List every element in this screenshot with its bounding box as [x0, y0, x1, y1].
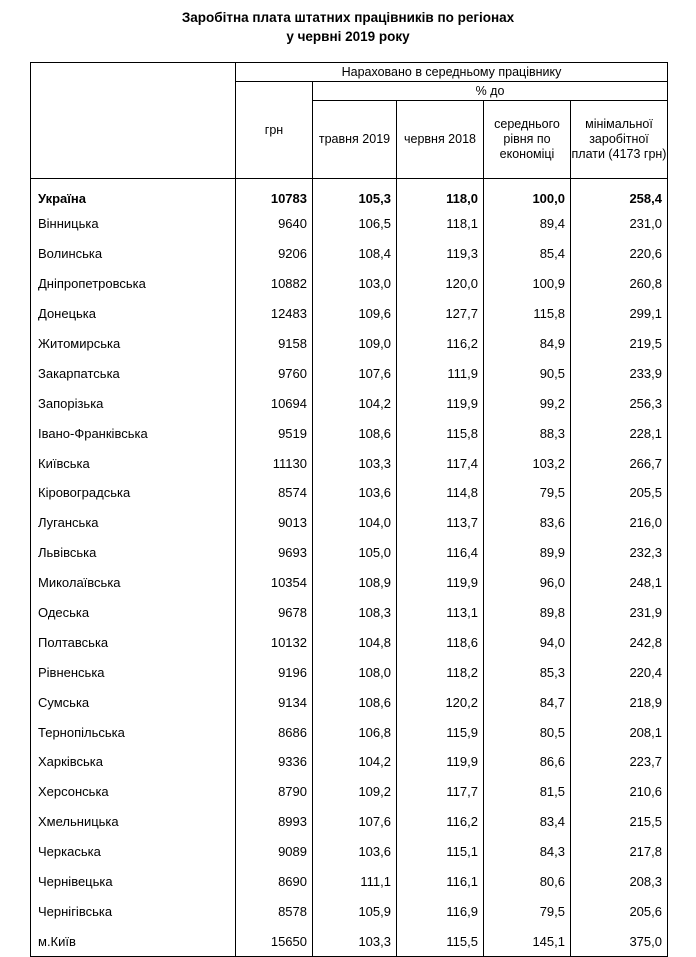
min-wage-value: 208,1: [571, 717, 668, 747]
june-2018-value: 113,7: [397, 508, 484, 538]
table-row: [31, 717, 668, 747]
may-2019-header: травня 2019: [313, 101, 397, 179]
region-name: Херсонська: [31, 777, 236, 807]
june-2018-value: 120,2: [397, 687, 484, 717]
avg-economy-value: 115,8: [484, 299, 571, 329]
avg-economy-value: 88,3: [484, 418, 571, 448]
table-body: [31, 179, 668, 957]
uah-value: 9678: [236, 598, 313, 628]
avg-economy-value: 99,2: [484, 388, 571, 418]
uah-value: 11130: [236, 448, 313, 478]
region-name: Чернівецька: [31, 867, 236, 897]
avg-economy-value: 84,7: [484, 687, 571, 717]
region-name: Кіровоградська: [31, 478, 236, 508]
uah-value: 8686: [236, 717, 313, 747]
uah-value: 15650: [236, 926, 313, 956]
uah-value: 9134: [236, 687, 313, 717]
table-row: [31, 926, 668, 956]
june-2018-value: 118,1: [397, 209, 484, 239]
region-name: Закарпатська: [31, 358, 236, 388]
avg-economy-value: 84,3: [484, 837, 571, 867]
may-2019-value: 108,3: [313, 598, 397, 628]
region-name: Донецька: [31, 299, 236, 329]
avg-economy-value: 86,6: [484, 747, 571, 777]
june-2018-value: 116,1: [397, 867, 484, 897]
uah-value: 8574: [236, 478, 313, 508]
may-2019-value: 105,3: [313, 187, 397, 209]
region-name: Вінницька: [31, 209, 236, 239]
avg-economy-value: 94,0: [484, 627, 571, 657]
june-2018-value: 116,4: [397, 538, 484, 568]
june-2018-value: 119,3: [397, 239, 484, 269]
min-wage-value: 231,0: [571, 209, 668, 239]
uah-value: 10132: [236, 627, 313, 657]
region-name: Полтавська: [31, 627, 236, 657]
may-2019-value: 103,6: [313, 837, 397, 867]
uah-value: 9089: [236, 837, 313, 867]
june-2018-header: червня 2018: [397, 101, 484, 179]
avg-economy-value: 80,5: [484, 717, 571, 747]
june-2018-value: 115,8: [397, 418, 484, 448]
min-wage-value: 232,3: [571, 538, 668, 568]
min-wage-value: 256,3: [571, 388, 668, 418]
may-2019-value: 103,3: [313, 926, 397, 956]
may-2019-value: 108,9: [313, 568, 397, 598]
uah-value: 9196: [236, 657, 313, 687]
region-name: Волинська: [31, 239, 236, 269]
min-wage-value: 231,9: [571, 598, 668, 628]
may-2019-value: 103,3: [313, 448, 397, 478]
table-row: [31, 598, 668, 628]
table-row: [31, 418, 668, 448]
spacer-cell: [236, 179, 313, 188]
region-name: Луганська: [31, 508, 236, 538]
uah-value: 8993: [236, 807, 313, 837]
table-row: [31, 448, 668, 478]
uah-value: 9336: [236, 747, 313, 777]
region-name: Харківська: [31, 747, 236, 777]
may-2019-value: 109,0: [313, 329, 397, 359]
june-2018-value: 117,7: [397, 777, 484, 807]
region-name: Львівська: [31, 538, 236, 568]
table-row: [31, 538, 668, 568]
avg-economy-value: 90,5: [484, 358, 571, 388]
may-2019-value: 106,5: [313, 209, 397, 239]
may-2019-value: 106,8: [313, 717, 397, 747]
min-wage-value: 205,5: [571, 478, 668, 508]
avg-economy-value: 83,4: [484, 807, 571, 837]
min-wage-value: 375,0: [571, 926, 668, 956]
min-wage-value: 217,8: [571, 837, 668, 867]
table-row: [31, 209, 668, 239]
june-2018-value: 119,9: [397, 388, 484, 418]
may-2019-value: 104,2: [313, 747, 397, 777]
min-wage-value: 248,1: [571, 568, 668, 598]
table-row: [31, 508, 668, 538]
min-wage-value: 266,7: [571, 448, 668, 478]
may-2019-value: 111,1: [313, 867, 397, 897]
june-2018-value: 116,2: [397, 329, 484, 359]
june-2018-value: 114,8: [397, 478, 484, 508]
june-2018-value: 113,1: [397, 598, 484, 628]
avg-economy-value: 79,5: [484, 478, 571, 508]
june-2018-value: 116,9: [397, 896, 484, 926]
region-name: Одеська: [31, 598, 236, 628]
region-name: Тернопільська: [31, 717, 236, 747]
min-wage-value: 258,4: [571, 187, 668, 209]
min-wage-value: 210,6: [571, 777, 668, 807]
percent-header: % до: [313, 82, 668, 101]
accrued-header: Нараховано в середньому працівнику: [236, 63, 668, 82]
may-2019-value: 104,2: [313, 388, 397, 418]
min-wage-value: 219,5: [571, 329, 668, 359]
uah-value: 10783: [236, 187, 313, 209]
table-row: [31, 568, 668, 598]
region-name: Миколаївська: [31, 568, 236, 598]
region-name: Чернігівська: [31, 896, 236, 926]
may-2019-value: 108,4: [313, 239, 397, 269]
table-row: [31, 837, 668, 867]
min-wage-value: 260,8: [571, 269, 668, 299]
june-2018-value: 127,7: [397, 299, 484, 329]
uah-value: 10882: [236, 269, 313, 299]
page-title: [0, 8, 696, 46]
region-header-cell: [31, 63, 236, 179]
may-2019-value: 107,6: [313, 807, 397, 837]
uah-value: 8790: [236, 777, 313, 807]
region-name: Україна: [31, 187, 236, 209]
may-2019-value: 107,6: [313, 358, 397, 388]
june-2018-value: 119,9: [397, 568, 484, 598]
uah-value: 10354: [236, 568, 313, 598]
table-row: [31, 299, 668, 329]
june-2018-value: 115,9: [397, 717, 484, 747]
may-2019-value: 103,6: [313, 478, 397, 508]
uah-value: 9640: [236, 209, 313, 239]
table-row: [31, 687, 668, 717]
min-wage-value: 208,3: [571, 867, 668, 897]
uah-value: 12483: [236, 299, 313, 329]
may-2019-value: 105,0: [313, 538, 397, 568]
avg-economy-value: 81,5: [484, 777, 571, 807]
uah-value: 9158: [236, 329, 313, 359]
table-row: [31, 388, 668, 418]
table-row: [31, 239, 668, 269]
region-name: Київська: [31, 448, 236, 478]
may-2019-value: 103,0: [313, 269, 397, 299]
region-name: Сумська: [31, 687, 236, 717]
avg-economy-value: 85,3: [484, 657, 571, 687]
min-wage-value: 223,7: [571, 747, 668, 777]
may-2019-value: 104,8: [313, 627, 397, 657]
avg-economy-value: 89,9: [484, 538, 571, 568]
min-wage-value: 218,9: [571, 687, 668, 717]
table-row: [31, 358, 668, 388]
region-name: Черкаська: [31, 837, 236, 867]
spacer-cell: [397, 179, 484, 188]
title-line-1: Заробітна плата штатних працівників по регіонах: [181, 10, 515, 25]
table-row: [31, 657, 668, 687]
avg-economy-value: 83,6: [484, 508, 571, 538]
min-wage-value: 205,6: [571, 896, 668, 926]
avg-economy-value: 100,9: [484, 269, 571, 299]
table-row: [31, 867, 668, 897]
june-2018-value: 118,0: [397, 187, 484, 209]
uah-value: 9760: [236, 358, 313, 388]
title-line-2: у червні 2019 року: [286, 29, 410, 44]
min-wage-value: 216,0: [571, 508, 668, 538]
june-2018-value: 118,2: [397, 657, 484, 687]
region-name: Хмельницька: [31, 807, 236, 837]
region-name: Рівненська: [31, 657, 236, 687]
avg-economy-value: 84,9: [484, 329, 571, 359]
avg-economy-value: 96,0: [484, 568, 571, 598]
june-2018-value: 111,9: [397, 358, 484, 388]
june-2018-value: 115,1: [397, 837, 484, 867]
region-name: м.Київ: [31, 926, 236, 956]
uah-value: 9519: [236, 418, 313, 448]
region-name: Житомирська: [31, 329, 236, 359]
spacer-cell: [31, 179, 236, 188]
avg-economy-value: 85,4: [484, 239, 571, 269]
table-row-total: [31, 187, 668, 209]
uah-header: грн: [236, 82, 313, 179]
min-wage-value: 228,1: [571, 418, 668, 448]
avg-economy-value: 145,1: [484, 926, 571, 956]
june-2018-value: 118,6: [397, 627, 484, 657]
spacer-cell: [571, 179, 668, 188]
uah-value: 9013: [236, 508, 313, 538]
june-2018-value: 115,5: [397, 926, 484, 956]
region-name: Івано-Франківська: [31, 418, 236, 448]
avg-economy-value: 79,5: [484, 896, 571, 926]
min-wage-value: 242,8: [571, 627, 668, 657]
uah-value: 9206: [236, 239, 313, 269]
min-wage-value: 299,1: [571, 299, 668, 329]
min-wage-value: 215,5: [571, 807, 668, 837]
avg-economy-value: 89,4: [484, 209, 571, 239]
june-2018-value: 120,0: [397, 269, 484, 299]
spacer-row: [31, 179, 668, 188]
uah-value: 8578: [236, 896, 313, 926]
may-2019-value: 105,9: [313, 896, 397, 926]
may-2019-value: 109,6: [313, 299, 397, 329]
min-wage-value: 220,4: [571, 657, 668, 687]
avg-economy-value: 80,6: [484, 867, 571, 897]
min-wage-value: 220,6: [571, 239, 668, 269]
june-2018-value: 117,4: [397, 448, 484, 478]
table-row: [31, 807, 668, 837]
min-wage-header: мінімальної заробітної плати (4173 грн): [571, 101, 668, 179]
may-2019-value: 109,2: [313, 777, 397, 807]
table-row: [31, 269, 668, 299]
uah-value: 10694: [236, 388, 313, 418]
region-name: Запорізька: [31, 388, 236, 418]
uah-value: 8690: [236, 867, 313, 897]
may-2019-value: 108,6: [313, 418, 397, 448]
may-2019-value: 108,6: [313, 687, 397, 717]
spacer-cell: [313, 179, 397, 188]
uah-value: 9693: [236, 538, 313, 568]
region-name: Дніпропетровська: [31, 269, 236, 299]
avg-economy-header: середнього рівня по економіці: [484, 101, 571, 179]
table-row: [31, 478, 668, 508]
min-wage-value: 233,9: [571, 358, 668, 388]
table-row: [31, 747, 668, 777]
june-2018-value: 119,9: [397, 747, 484, 777]
spacer-cell: [484, 179, 571, 188]
table-row: [31, 329, 668, 359]
table-row: [31, 896, 668, 926]
table-row: [31, 627, 668, 657]
may-2019-value: 104,0: [313, 508, 397, 538]
avg-economy-value: 89,8: [484, 598, 571, 628]
may-2019-value: 108,0: [313, 657, 397, 687]
salary-table: [30, 62, 668, 957]
avg-economy-value: 103,2: [484, 448, 571, 478]
avg-economy-value: 100,0: [484, 187, 571, 209]
june-2018-value: 116,2: [397, 807, 484, 837]
table-row: [31, 777, 668, 807]
